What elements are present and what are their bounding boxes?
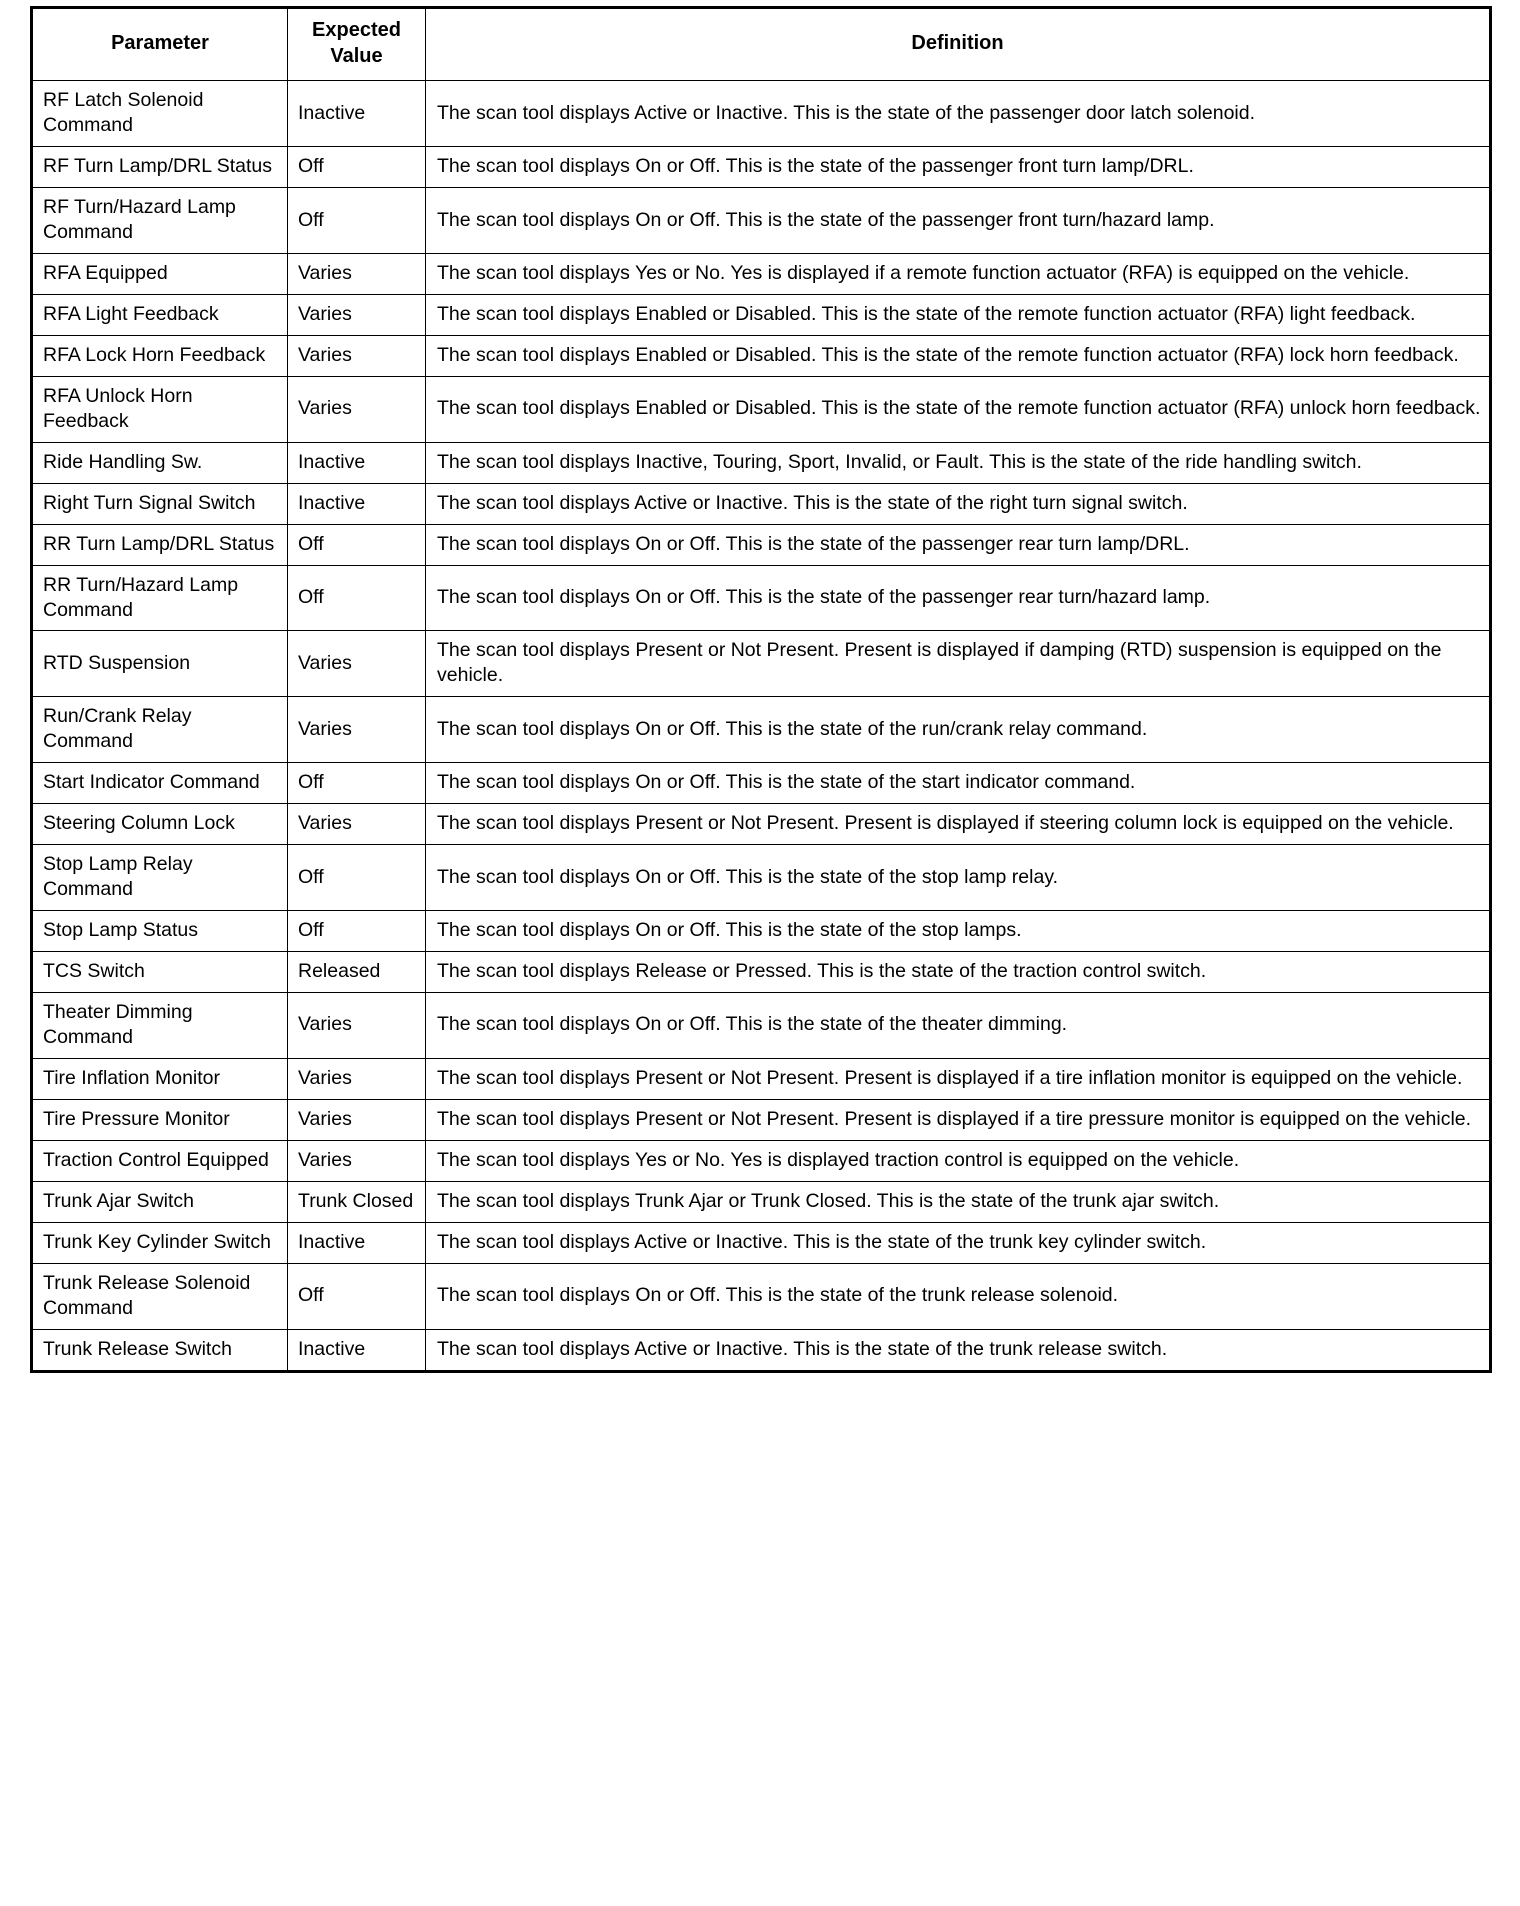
table-row — [32, 442, 1491, 483]
table-row — [32, 1099, 1491, 1140]
cell-parameter: RF Latch Solenoid Command — [32, 81, 288, 147]
cell-definition: The scan tool displays On or Off. This is the state of the passenger front turn/hazard lamp. — [426, 188, 1491, 254]
cell-definition: The scan tool displays On or Off. This is the state of the stop lamps. — [426, 911, 1491, 952]
cell-definition: The scan tool displays Present or Not Present. Present is displayed if steering column lock is equipped on the vehicle. — [426, 804, 1491, 845]
parameter-definitions-table — [30, 6, 1492, 1373]
table-row — [32, 524, 1491, 565]
cell-parameter: RR Turn/Hazard Lamp Command — [32, 565, 288, 631]
table-row — [32, 952, 1491, 993]
cell-definition: The scan tool displays Inactive, Touring, Sport, Invalid, or Fault. This is the state of the ride handling switch. — [426, 442, 1491, 483]
cell-expected-value: Varies — [288, 253, 426, 294]
cell-parameter: Theater Dimming Command — [32, 993, 288, 1059]
table-row — [32, 335, 1491, 376]
cell-parameter: Trunk Key Cylinder Switch — [32, 1222, 288, 1263]
cell-expected-value: Off — [288, 763, 426, 804]
cell-parameter: Tire Inflation Monitor — [32, 1058, 288, 1099]
cell-parameter: RR Turn Lamp/DRL Status — [32, 524, 288, 565]
cell-expected-value: Inactive — [288, 442, 426, 483]
cell-definition: The scan tool displays Enabled or Disabled. This is the state of the remote function actuator (RFA) light feedback. — [426, 294, 1491, 335]
table-row — [32, 804, 1491, 845]
cell-definition: The scan tool displays Yes or No. Yes is displayed if a remote function actuator (RFA) is equipped on the vehicle. — [426, 253, 1491, 294]
cell-parameter: Stop Lamp Status — [32, 911, 288, 952]
cell-parameter: RFA Light Feedback — [32, 294, 288, 335]
cell-expected-value: Inactive — [288, 483, 426, 524]
cell-definition: The scan tool displays On or Off. This is the state of the trunk release solenoid. — [426, 1263, 1491, 1329]
cell-expected-value: Trunk Closed — [288, 1181, 426, 1222]
cell-expected-value: Off — [288, 845, 426, 911]
cell-expected-value: Varies — [288, 1140, 426, 1181]
cell-definition: The scan tool displays Enabled or Disabled. This is the state of the remote function actuator (RFA) lock horn feedback. — [426, 335, 1491, 376]
table-row — [32, 1181, 1491, 1222]
cell-expected-value: Off — [288, 1263, 426, 1329]
cell-parameter: Stop Lamp Relay Command — [32, 845, 288, 911]
cell-parameter: Steering Column Lock — [32, 804, 288, 845]
cell-expected-value: Varies — [288, 631, 426, 697]
table-row — [32, 81, 1491, 147]
cell-expected-value: Off — [288, 565, 426, 631]
table-row — [32, 565, 1491, 631]
column-header-parameter: Parameter — [32, 8, 288, 81]
cell-expected-value: Inactive — [288, 1222, 426, 1263]
cell-definition: The scan tool displays Active or Inactive. This is the state of the passenger door latch solenoid. — [426, 81, 1491, 147]
cell-expected-value: Off — [288, 188, 426, 254]
cell-definition: The scan tool displays On or Off. This is the state of the passenger front turn lamp/DRL. — [426, 147, 1491, 188]
table-row — [32, 188, 1491, 254]
column-header-definition: Definition — [426, 8, 1491, 81]
table-row — [32, 697, 1491, 763]
cell-expected-value: Varies — [288, 294, 426, 335]
cell-parameter: Traction Control Equipped — [32, 1140, 288, 1181]
cell-expected-value: Inactive — [288, 1329, 426, 1371]
cell-parameter: Trunk Release Switch — [32, 1329, 288, 1371]
cell-definition: The scan tool displays Active or Inactive. This is the state of the trunk key cylinder switch. — [426, 1222, 1491, 1263]
cell-expected-value: Varies — [288, 335, 426, 376]
cell-expected-value: Off — [288, 911, 426, 952]
table-header — [32, 8, 1491, 81]
table-row — [32, 253, 1491, 294]
table-row — [32, 1140, 1491, 1181]
cell-definition: The scan tool displays Release or Pressed. This is the state of the traction control switch. — [426, 952, 1491, 993]
table-row — [32, 993, 1491, 1059]
cell-definition: The scan tool displays On or Off. This is the state of the theater dimming. — [426, 993, 1491, 1059]
cell-expected-value: Varies — [288, 1058, 426, 1099]
cell-definition: The scan tool displays Present or Not Present. Present is displayed if a tire pressure monitor is equipped on the vehicle. — [426, 1099, 1491, 1140]
table-row — [32, 1058, 1491, 1099]
cell-expected-value: Varies — [288, 993, 426, 1059]
table-row — [32, 147, 1491, 188]
cell-definition: The scan tool displays On or Off. This is the state of the passenger rear turn lamp/DRL. — [426, 524, 1491, 565]
cell-parameter: RFA Unlock Horn Feedback — [32, 376, 288, 442]
cell-expected-value: Varies — [288, 1099, 426, 1140]
cell-expected-value: Off — [288, 524, 426, 565]
cell-parameter: TCS Switch — [32, 952, 288, 993]
cell-definition: The scan tool displays Yes or No. Yes is displayed traction control is equipped on the vehicle. — [426, 1140, 1491, 1181]
cell-definition: The scan tool displays Present or Not Present. Present is displayed if a tire inflation monitor is equipped on the vehicle. — [426, 1058, 1491, 1099]
cell-definition: The scan tool displays On or Off. This is the state of the start indicator command. — [426, 763, 1491, 804]
cell-definition: The scan tool displays On or Off. This is the state of the stop lamp relay. — [426, 845, 1491, 911]
column-header-expected-value-line2: Value — [330, 44, 383, 67]
cell-expected-value: Inactive — [288, 81, 426, 147]
table-body — [32, 81, 1491, 1371]
cell-parameter: Start Indicator Command — [32, 763, 288, 804]
cell-expected-value: Off — [288, 147, 426, 188]
column-header-expected-value-line1: Expected — [312, 19, 401, 41]
table-row — [32, 631, 1491, 697]
cell-expected-value: Varies — [288, 376, 426, 442]
table-row — [32, 1222, 1491, 1263]
table-row — [32, 1329, 1491, 1371]
cell-parameter: RF Turn/Hazard Lamp Command — [32, 188, 288, 254]
cell-parameter: RTD Suspension — [32, 631, 288, 697]
cell-definition: The scan tool displays Active or Inactive. This is the state of the right turn signal switch. — [426, 483, 1491, 524]
cell-definition: The scan tool displays Enabled or Disabled. This is the state of the remote function actuator (RFA) unlock horn feedback. — [426, 376, 1491, 442]
cell-expected-value: Released — [288, 952, 426, 993]
cell-expected-value: Varies — [288, 697, 426, 763]
cell-parameter: Tire Pressure Monitor — [32, 1099, 288, 1140]
table-row — [32, 294, 1491, 335]
column-header-expected-value — [288, 8, 426, 81]
cell-parameter: Right Turn Signal Switch — [32, 483, 288, 524]
table-row — [32, 483, 1491, 524]
cell-parameter: RFA Equipped — [32, 253, 288, 294]
cell-parameter: Run/Crank Relay Command — [32, 697, 288, 763]
cell-expected-value: Varies — [288, 804, 426, 845]
cell-definition: The scan tool displays Active or Inactive. This is the state of the trunk release switch. — [426, 1329, 1491, 1371]
cell-parameter: Trunk Ajar Switch — [32, 1181, 288, 1222]
cell-definition: The scan tool displays Trunk Ajar or Trunk Closed. This is the state of the trunk ajar switch. — [426, 1181, 1491, 1222]
cell-parameter: Trunk Release Solenoid Command — [32, 1263, 288, 1329]
table-row — [32, 376, 1491, 442]
table-row — [32, 845, 1491, 911]
cell-parameter: RFA Lock Horn Feedback — [32, 335, 288, 376]
cell-parameter: Ride Handling Sw. — [32, 442, 288, 483]
cell-definition: The scan tool displays On or Off. This is the state of the passenger rear turn/hazard lamp. — [426, 565, 1491, 631]
cell-definition: The scan tool displays Present or Not Present. Present is displayed if damping (RTD) suspension is equipped on the vehicle. — [426, 631, 1491, 697]
table-row — [32, 1263, 1491, 1329]
cell-definition: The scan tool displays On or Off. This is the state of the run/crank relay command. — [426, 697, 1491, 763]
table-header-row — [32, 8, 1491, 81]
table-row — [32, 911, 1491, 952]
table-row — [32, 763, 1491, 804]
cell-parameter: RF Turn Lamp/DRL Status — [32, 147, 288, 188]
